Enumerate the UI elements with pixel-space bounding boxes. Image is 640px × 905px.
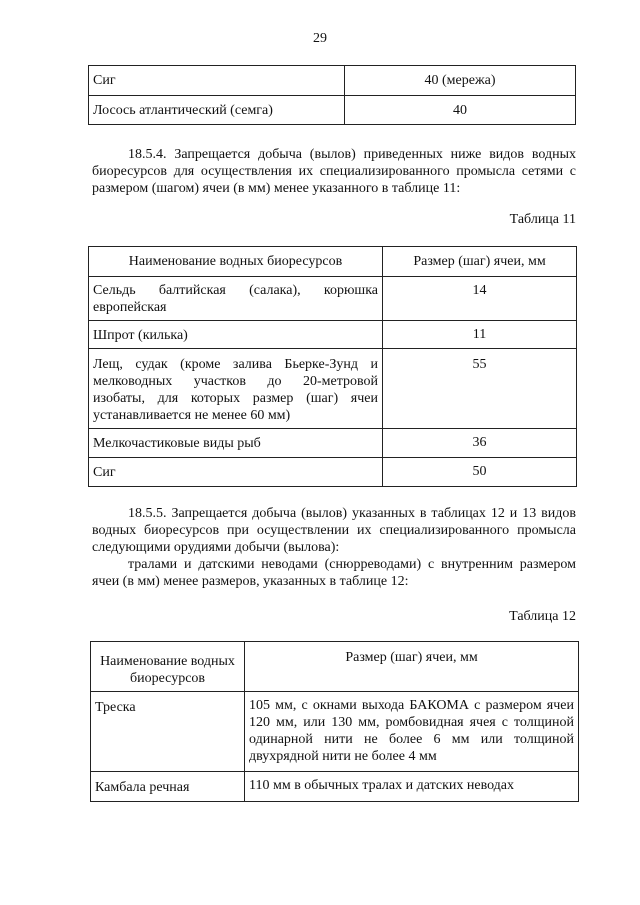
species-cell: Лещ, судак (кроме залива Бьерке-Зунд и мелководных участков до 20-метровой изобаты, для которых размер (шаг) ячеи устанавливается не менее 60 мм)	[89, 349, 383, 429]
mesh-size-cell: 14	[383, 277, 577, 321]
column-header-mesh-size: Размер (шаг) ячеи, мм	[245, 642, 579, 692]
table-row	[89, 321, 577, 349]
table-row	[89, 458, 577, 487]
table-row	[89, 349, 577, 429]
paragraph-18-5-4	[92, 146, 576, 197]
paragraph-18-5-5	[92, 505, 576, 556]
paragraph-trawls	[92, 556, 576, 590]
mesh-size-cell: 105 мм, с окнами выхода БАКОМА с размером ячеи 120 мм, или 130 мм, ромбовидная ячея с толщиной одинарной нити не более 6 мм или толщиной двухрядной нити не более 4 мм	[245, 692, 579, 772]
table-12	[90, 641, 579, 802]
mesh-size-cell: 55	[383, 349, 577, 429]
mesh-size-cell: 36	[383, 429, 577, 458]
table-12-caption: Таблица 12	[509, 609, 576, 624]
paragraph-text: 18.5.5. Запрещается добыча (вылов) указанных в таблицах 12 и 13 видов водных биоресурсов при осуществлении их специализированного промысла следующими орудиями добычи (вылова):	[92, 506, 576, 555]
species-cell: Шпрот (килька)	[89, 321, 383, 349]
mesh-size-cell: 40	[345, 96, 576, 125]
species-cell: Треска	[91, 692, 245, 772]
table-continuation	[88, 65, 576, 125]
species-cell: Лосось атлантический (семга)	[89, 96, 345, 125]
table-header-row	[89, 247, 577, 277]
paragraph-text: тралами и датскими неводами (снюрреводами) с внутренним размером ячеи (в мм) менее размеров, указанных в таблице 12:	[92, 557, 576, 589]
table-row	[89, 96, 576, 125]
table-row	[89, 277, 577, 321]
table-row	[89, 429, 577, 458]
table-11	[88, 246, 577, 487]
table-header-row	[91, 642, 579, 692]
mesh-size-cell: 50	[383, 458, 577, 487]
mesh-size-cell: 110 мм в обычных тралах и датских неводах	[245, 772, 579, 802]
page-number: 29	[313, 31, 327, 46]
species-cell: Сельдь балтийская (салака), корюшка европейская	[89, 277, 383, 321]
column-header-mesh-size: Размер (шаг) ячеи, мм	[383, 247, 577, 277]
mesh-size-cell: 40 (мережа)	[345, 66, 576, 96]
species-cell: Сиг	[89, 458, 383, 487]
column-header-species: Наименование водных биоресурсов	[89, 247, 383, 277]
mesh-size-cell: 11	[383, 321, 577, 349]
table-row	[89, 66, 576, 96]
table-11-caption: Таблица 11	[509, 212, 576, 227]
table-row	[91, 772, 579, 802]
paragraph-text: 18.5.4. Запрещается добыча (вылов) приведенных ниже видов водных биоресурсов для осуществления их специализированного промысла сетями с размером (шагом) ячеи (в мм) менее указанного в таблице 11:	[92, 147, 576, 196]
species-cell: Камбала речная	[91, 772, 245, 802]
species-cell: Мелкочастиковые виды рыб	[89, 429, 383, 458]
species-cell: Сиг	[89, 66, 345, 96]
table-row	[91, 692, 579, 772]
column-header-species: Наименование водных биоресурсов	[91, 642, 245, 692]
